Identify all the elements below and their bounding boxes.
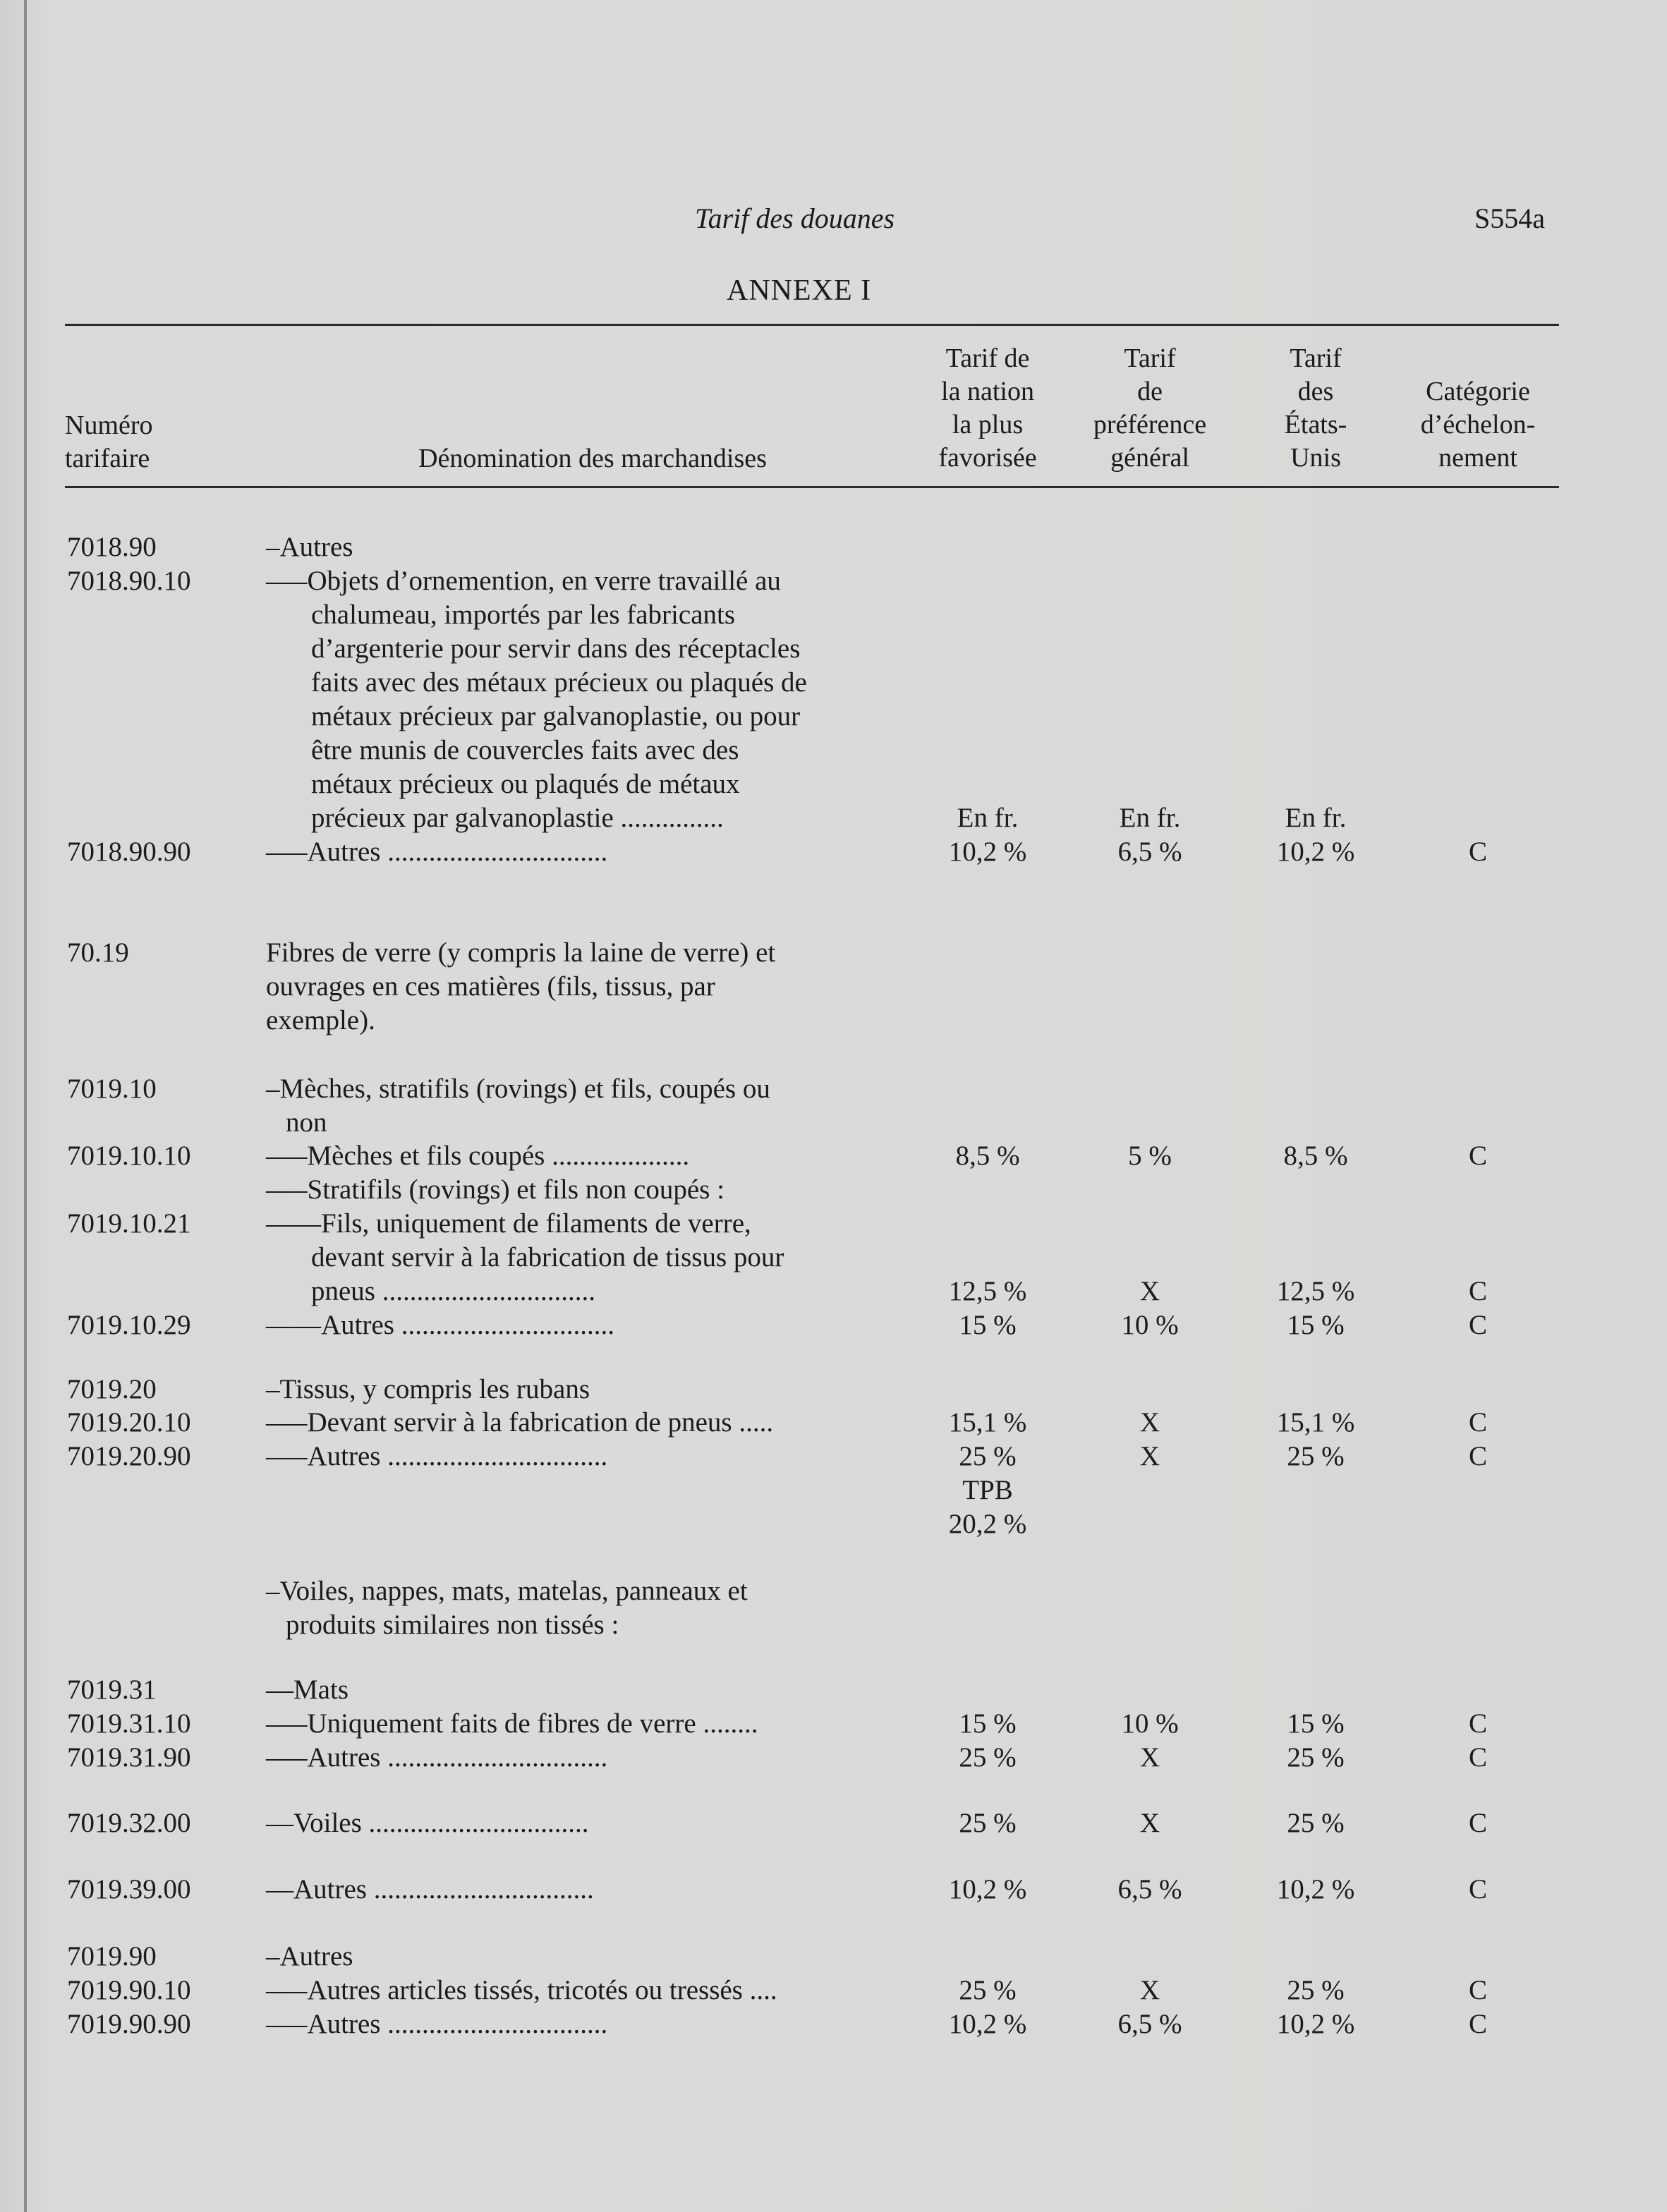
staging-category: C <box>1468 1141 1487 1171</box>
mfn-rate: 15,1 % <box>948 1407 1027 1438</box>
gpt-rate: 6,5 % <box>1117 1874 1182 1904</box>
mfn-rate: 10,2 % <box>948 2009 1027 2039</box>
gpt-rate: 5 % <box>1128 1141 1172 1171</box>
goods-description: –––Mèches et fils coupés .................... <box>266 1141 690 1171</box>
staging-category: C <box>1468 1310 1487 1340</box>
mfn-rate: 25 % TPB 20,2 % <box>917 1440 1058 1541</box>
staging-category: C <box>1468 1407 1487 1438</box>
mfn-rate: 25 % <box>959 1975 1017 2005</box>
col-header-description: Dénomination des marchandises <box>418 444 767 473</box>
staging-category: C <box>1468 1742 1487 1773</box>
col-header-mfn: Tarif de la nation la plus favorisée <box>938 344 1037 473</box>
goods-description: –Mèches, stratifils (rovings) et fils, coupés ou non <box>266 1074 770 1138</box>
goods-description: Fibres de verre (y compris la laine de verre) et ouvrages en ces matières (fils, tissus, par exemple). <box>266 937 776 1035</box>
mfn-rate: 10,2 % <box>948 837 1027 867</box>
mfn-special-rate: 20,2 % <box>948 1509 1027 1539</box>
us-rate: 15 % <box>1287 1310 1345 1340</box>
tariff-code: 70.19 <box>67 937 129 968</box>
tariff-code: 7019.10.29 <box>67 1310 191 1340</box>
tariff-code: 7018.90.10 <box>67 566 191 596</box>
goods-description: –––Autres ................................ <box>266 2009 608 2039</box>
gpt-rate: X <box>1139 1742 1160 1773</box>
page-number: S554a <box>1474 202 1545 234</box>
staging-category: C <box>1468 1276 1487 1306</box>
tariff-code: 7019.39.00 <box>67 1874 191 1904</box>
us-rate: 25 % <box>1287 1441 1345 1471</box>
tariff-code: 7019.31 <box>67 1675 157 1705</box>
col-header-gpt: Tarif de préférence général <box>1093 344 1207 473</box>
gpt-rate: 10 % <box>1121 1708 1179 1739</box>
header-top-rule <box>65 324 1559 326</box>
gpt-rate: X <box>1139 1975 1160 2005</box>
goods-description: ––Voiles ................................ <box>266 1808 589 1838</box>
goods-description: –––Autres ................................ <box>266 837 608 867</box>
tariff-code: 7019.10.21 <box>67 1208 191 1239</box>
tariff-code: 7019.10.10 <box>67 1141 191 1171</box>
staging-category: C <box>1468 1708 1487 1739</box>
mfn-rate: 25 % <box>959 1742 1017 1773</box>
mfn-rate: En fr. <box>957 803 1019 833</box>
goods-description: –––Devant servir à la fabrication de pneus ..... <box>266 1407 774 1438</box>
staging-category: C <box>1468 1808 1487 1838</box>
tariff-code: 7019.31.10 <box>67 1708 191 1739</box>
running-title: Tarif des douanes <box>695 202 895 234</box>
tariff-code: 7019.32.00 <box>67 1808 191 1838</box>
us-rate: 25 % <box>1287 1742 1345 1773</box>
gpt-rate: 10 % <box>1121 1310 1179 1340</box>
gpt-rate: 6,5 % <box>1117 2009 1182 2039</box>
goods-description: ––––Autres ............................... <box>266 1310 614 1340</box>
us-rate: En fr. <box>1285 803 1347 833</box>
goods-description: ––Mats <box>266 1675 348 1705</box>
goods-description: –––Objets d’ornemention, en verre travaillé au chalumeau, importés par les fabricants d’argenterie pour servir dans des réceptacles faits avec des métaux précieux ou plaqués de métaux précieux par galvanoplastie, ou pour être munis de couvercles faits avec des métaux précieux ou plaqués de métaux précieux par galvanoplastie ............... <box>266 566 807 833</box>
binding-edge <box>24 0 27 2212</box>
header-bottom-rule <box>65 486 1559 488</box>
goods-description: –Autres <box>266 532 353 562</box>
us-rate: 10,2 % <box>1276 1874 1355 1904</box>
goods-description: –––Autres ................................ <box>266 1441 608 1471</box>
col-header-us: Tarif des États- Unis <box>1284 344 1347 473</box>
staging-category: C <box>1468 837 1487 867</box>
tariff-code: 7019.90.90 <box>67 2009 191 2039</box>
mfn-rate: 15 % <box>959 1708 1017 1739</box>
tariff-code: 7019.20 <box>67 1374 157 1404</box>
mfn-rate: 25 % <box>959 1808 1017 1838</box>
tariff-code: 7018.90.90 <box>67 837 191 867</box>
gpt-rate: 6,5 % <box>1117 837 1182 867</box>
tariff-code: 7019.31.90 <box>67 1742 191 1773</box>
staging-category: C <box>1468 1975 1487 2005</box>
tariff-code: 7019.10 <box>67 1074 157 1104</box>
us-rate: 12,5 % <box>1276 1276 1355 1306</box>
goods-description: –––Autres ................................ <box>266 1742 608 1773</box>
goods-description: –Autres <box>266 1941 353 1971</box>
us-rate: 15 % <box>1287 1708 1345 1739</box>
tariff-code: 7019.20.10 <box>67 1407 191 1438</box>
staging-category: C <box>1468 1874 1487 1904</box>
tariff-code: 7019.20.90 <box>67 1441 191 1471</box>
mfn-special-rate-label: TPB <box>962 1475 1013 1505</box>
col-header-code: Numéro tarifaire <box>65 411 153 473</box>
mfn-rate: 15 % <box>959 1310 1017 1340</box>
us-rate: 10,2 % <box>1276 837 1355 867</box>
gpt-rate: X <box>1139 1276 1160 1306</box>
mfn-rate: 10,2 % <box>948 1874 1027 1904</box>
tariff-code: 7018.90 <box>67 532 157 562</box>
staging-category: C <box>1468 1441 1487 1471</box>
goods-description: –––Stratifils (rovings) et fils non coupés : <box>266 1174 725 1205</box>
gpt-rate: X <box>1139 1808 1160 1838</box>
tariff-code: 7019.90.10 <box>67 1975 191 2005</box>
goods-description: ––Autres ................................ <box>266 1874 594 1904</box>
annex-title: ANNEXE I <box>727 274 872 307</box>
tariff-code: 7019.90 <box>67 1941 157 1971</box>
goods-description: –Tissus, y compris les rubans <box>266 1374 590 1404</box>
us-rate: 8,5 % <box>1283 1141 1348 1171</box>
us-rate: 25 % <box>1287 1808 1345 1838</box>
gpt-rate: X <box>1139 1441 1160 1471</box>
col-header-staging: Catégorie d’échelon- nement <box>1420 377 1536 473</box>
goods-description: –––Uniquement faits de fibres de verre ........ <box>266 1708 758 1739</box>
gpt-rate: En fr. <box>1119 803 1181 833</box>
goods-description: ––––Fils, uniquement de filaments de verre, devant servir à la fabrication de tissus pour pneus ............................... <box>266 1208 784 1306</box>
goods-description: –Voiles, nappes, mats, matelas, panneaux et produits similaires non tissés : <box>266 1576 748 1640</box>
us-rate: 15,1 % <box>1276 1407 1355 1438</box>
us-rate: 25 % <box>1287 1975 1345 2005</box>
us-rate: 10,2 % <box>1276 2009 1355 2039</box>
mfn-rate: 12,5 % <box>948 1276 1027 1306</box>
mfn-rate: 8,5 % <box>955 1141 1020 1171</box>
staging-category: C <box>1468 2009 1487 2039</box>
gpt-rate: X <box>1139 1407 1160 1438</box>
goods-description: –––Autres articles tissés, tricotés ou tressés .... <box>266 1975 777 2005</box>
